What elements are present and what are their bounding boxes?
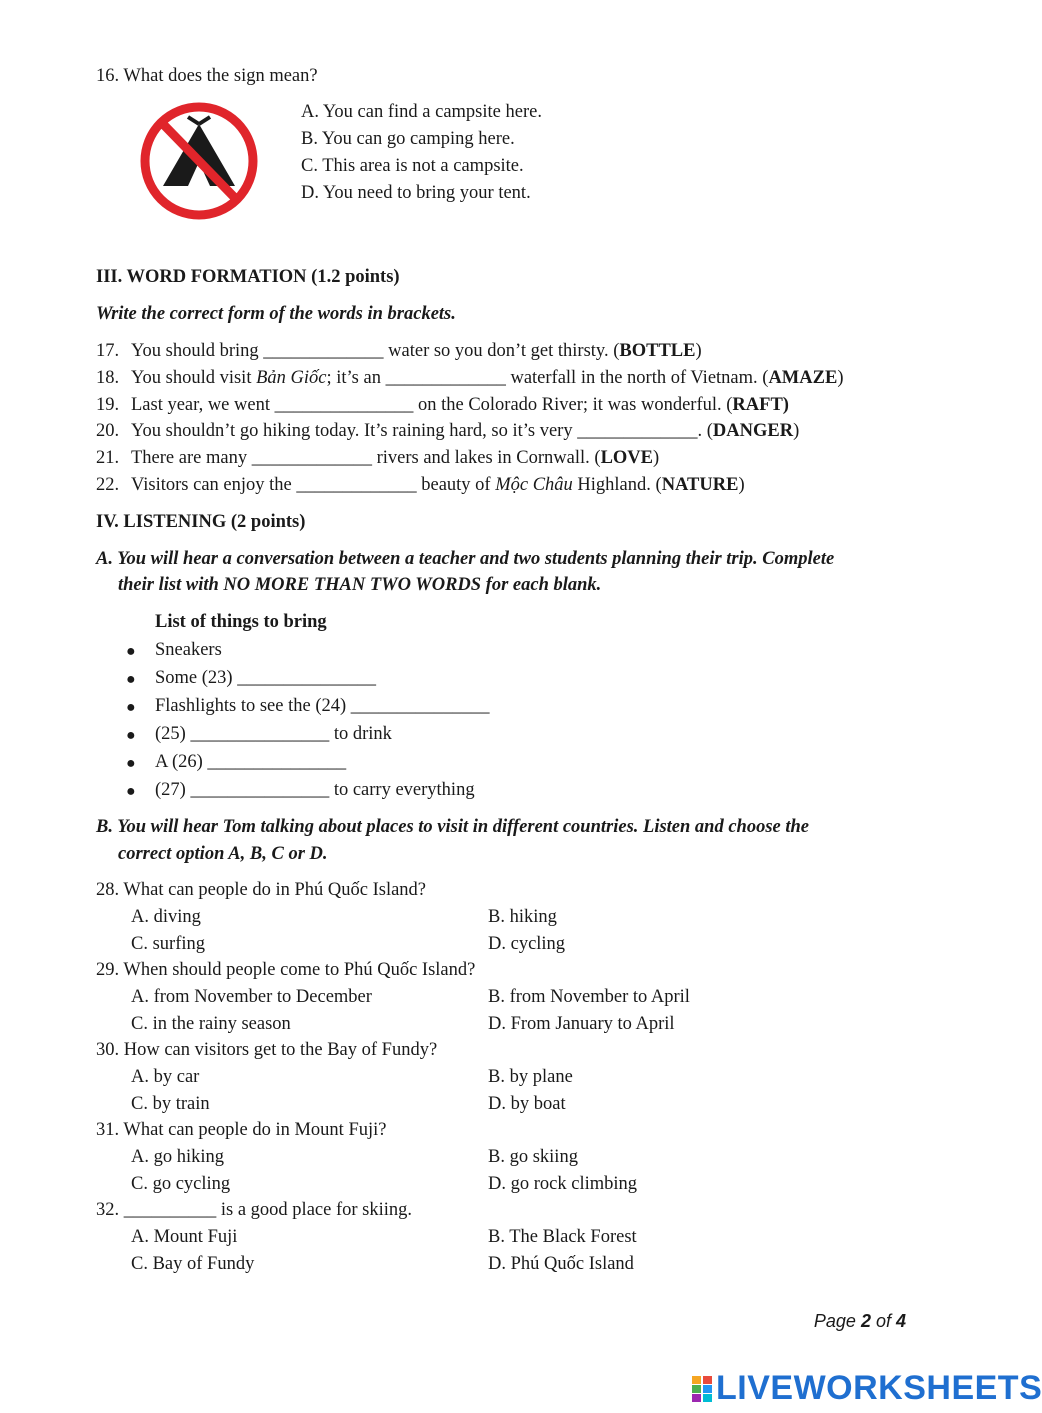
question-31: 31. What can people do in Mount Fuji? [96, 1120, 387, 1140]
word-formation-item: 21. There are many _____________ rivers and lakes in Cornwall. (LOVE) [96, 448, 660, 468]
q29-option-c: C. in the rainy season [131, 1014, 291, 1034]
question-29: 29. When should people come to Phú Quốc Island? [96, 960, 476, 980]
page-number: Page 2 of 4 [813, 1311, 906, 1331]
q31-option-b: B. go skiing [488, 1147, 578, 1167]
part-b-instruction-line-1: B. You will hear Tom talking about places to visit in different countries. Listen and choose the [96, 817, 810, 837]
bullet-icon: ● [126, 699, 136, 716]
part-a-instruction-line-2: their list with NO MORE THAN TWO WORDS for each blank. [118, 575, 602, 595]
q30-option-b: B. by plane [488, 1067, 573, 1087]
q28-option-a: A. diving [131, 907, 201, 927]
q28-option-d: D. cycling [488, 934, 566, 954]
q31-option-a: A. go hiking [131, 1147, 225, 1167]
q32-option-d: D. Phú Quốc Island [488, 1254, 634, 1274]
question-28: 28. What can people do in Phú Quốc Island? [96, 880, 427, 900]
list-item: Flashlights to see the (24) _______________ [155, 696, 490, 716]
q30-option-c: C. by train [131, 1094, 210, 1114]
liveworksheets-brand[interactable]: LIVEWORKSHEETS [716, 1369, 1042, 1407]
q29-option-d: D. From January to April [488, 1014, 675, 1034]
q32-option-b: B. The Black Forest [488, 1227, 637, 1247]
word-formation-item: 22. Visitors can enjoy the _____________ beauty of Mộc Châu Highland. (NATURE) [96, 475, 745, 495]
q30-option-d: D. by boat [488, 1094, 566, 1114]
q28-option-b: B. hiking [488, 907, 557, 927]
section-4-title: IV. LISTENING (2 points) [96, 512, 306, 532]
question-16: 16. What does the sign mean? [96, 66, 318, 86]
part-a-instruction-line-1: A. You will hear a conversation between a teacher and two students planning their trip. Complete [96, 549, 835, 569]
q31-option-c: C. go cycling [131, 1174, 231, 1194]
word-formation-item: 19. Last year, we went _______________ on the Colorado River; it was wonderful. (RAFT) [96, 395, 789, 415]
q16-option-d: D. You need to bring your tent. [301, 183, 531, 203]
bullet-icon: ● [126, 643, 136, 660]
q29-option-b: B. from November to April [488, 987, 690, 1007]
list-item: (27) _______________ to carry everything [155, 780, 475, 800]
q16-option-b: B. You can go camping here. [301, 129, 515, 149]
q30-option-a: A. by car [131, 1067, 200, 1087]
list-item: (25) _______________ to drink [155, 724, 392, 744]
list-item: Some (23) _______________ [155, 668, 376, 688]
liveworksheets-logo-icon [692, 1376, 712, 1402]
q32-option-c: C. Bay of Fundy [131, 1254, 255, 1274]
word-formation-item: 20. You shouldn’t go hiking today. It’s raining hard, so it’s very _____________. (DANGER) [96, 421, 800, 441]
bullet-icon: ● [126, 755, 136, 772]
bullet-icon: ● [126, 671, 136, 688]
question-30: 30. How can visitors get to the Bay of Fundy? [96, 1040, 438, 1060]
section-3-instruction: Write the correct form of the words in brackets. [96, 304, 456, 324]
bullet-icon: ● [126, 727, 136, 744]
list-item: A (26) _______________ [155, 752, 347, 772]
q31-option-d: D. go rock climbing [488, 1174, 638, 1194]
q32-option-a: A. Mount Fuji [131, 1227, 238, 1247]
q28-option-c: C. surfing [131, 934, 205, 954]
q29-option-a: A. from November to December [131, 987, 372, 1007]
bullet-icon: ● [126, 783, 136, 800]
list-item: Sneakers [155, 640, 222, 660]
part-b-instruction-line-2: correct option A, B, C or D. [118, 844, 328, 864]
word-formation-item: 17. You should bring _____________ water so you don’t get thirsty. (BOTTLE) [96, 341, 702, 361]
q16-option-a: A. You can find a campsite here. [301, 102, 542, 122]
list-title: List of things to bring [155, 612, 327, 632]
question-32: 32. __________ is a good place for skiing. [96, 1200, 412, 1220]
section-3-title: III. WORD FORMATION (1.2 points) [96, 267, 400, 287]
no-camping-sign-icon [138, 102, 260, 220]
q16-option-c: C. This area is not a campsite. [301, 156, 524, 176]
word-formation-item: 18. You should visit Bản Giốc; it’s an _____________ waterfall in the north of Vietnam. (AMAZE) [96, 368, 844, 388]
